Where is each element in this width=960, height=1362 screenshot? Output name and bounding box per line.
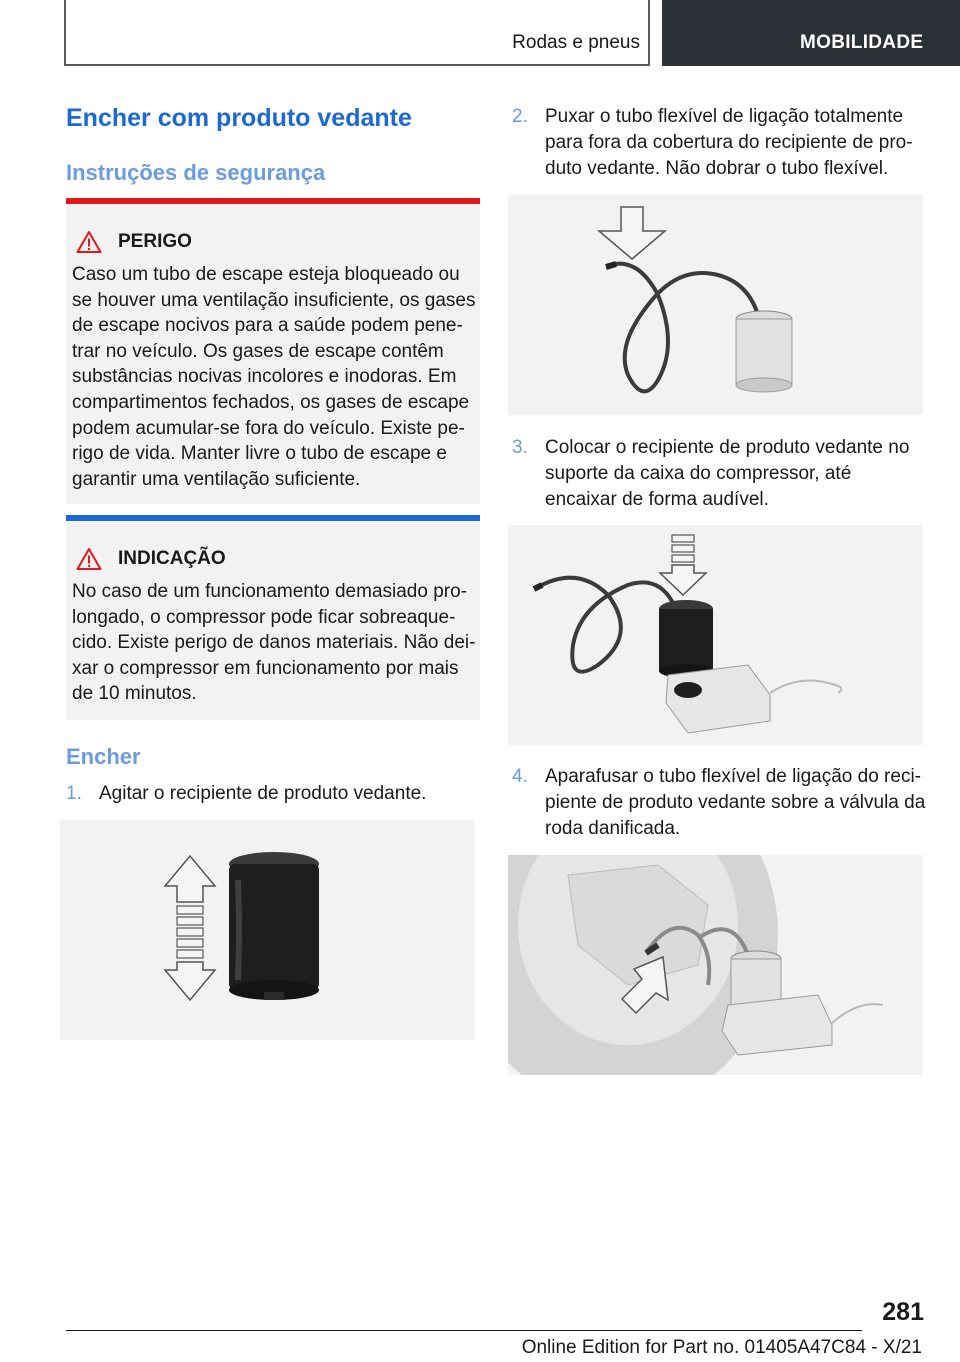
fill-heading: Encher	[66, 744, 141, 769]
danger-text: Caso um tubo de escape esteja bloqueado ou se houver uma ventilação insuficiente, os gases de escape nocivos para a saúde podem penetrar no veículo. Os gases de escape contêm substâncias nocivas incolores e inodoras. Em compartimentos fechados, os gases de escape podem acumular-se fora do veículo. Existe perigo de vida. Manter livre o tubo de escape e garantir uma ventilação suficiente.	[72, 264, 476, 490]
insert-canister-drawing	[508, 525, 923, 745]
header-section-title: Rodas e pneus	[512, 32, 640, 53]
danger-box	[66, 198, 480, 504]
step-number: 4.	[512, 766, 528, 787]
step-text: Agitar o recipiente de produto vedante.	[99, 783, 427, 804]
footer-edition: Online Edition for Part no. 01405A47C84 - X/21	[521, 1337, 922, 1358]
header-chapter-tab	[662, 0, 960, 66]
page-number: 281	[882, 1298, 924, 1326]
step-1	[66, 781, 480, 807]
danger-label: PERIGO	[118, 231, 192, 252]
illustration-pull-hose	[508, 195, 923, 415]
page-title: Encher com produto vedante	[66, 104, 412, 132]
illustration-shake-canister	[60, 820, 475, 1040]
step-text: Puxar o tubo flexível de ligação totalmente para fora da cobertura do recipiente de produto vedante. Não dobrar o tubo flexível.	[545, 106, 913, 179]
notice-header	[76, 547, 226, 571]
attach-valve-drawing	[508, 855, 923, 1075]
danger-header	[76, 230, 192, 254]
step-number: 2.	[512, 106, 528, 127]
footer-divider	[66, 1330, 862, 1331]
illustration-insert-canister	[508, 525, 923, 745]
illustration-attach-valve	[508, 855, 923, 1075]
header-section-tab	[64, 0, 650, 66]
notice-label: INDICAÇÃO	[118, 548, 226, 569]
step-3	[512, 435, 926, 513]
warning-triangle-icon	[76, 230, 102, 254]
pull-hose-drawing	[508, 195, 923, 415]
step-number: 3.	[512, 437, 528, 458]
shake-canister-drawing	[60, 820, 475, 1040]
step-number: 1.	[66, 783, 82, 804]
step-text: Aparafusar o tubo flexível de ligação do recipiente de produto vedante sobre a válvula da roda danificada.	[545, 766, 926, 839]
warning-triangle-icon	[76, 547, 102, 571]
step-2	[512, 104, 926, 182]
notice-box	[66, 515, 480, 720]
header-chapter-title: MOBILIDADE	[800, 32, 924, 53]
step-4	[512, 764, 926, 842]
safety-heading: Instruções de segurança	[66, 160, 326, 185]
notice-text: No caso de um funcionamento demasiado prolongado, o compressor pode ficar sobreaquecido. Existe perigo de danos materiais. Não deixar o compressor em funcionamento por mais de 10 minutos.	[72, 581, 476, 705]
step-text: Colocar o recipiente de produto vedante no suporte da caixa do compressor, até encaixar de forma audível.	[545, 437, 910, 510]
